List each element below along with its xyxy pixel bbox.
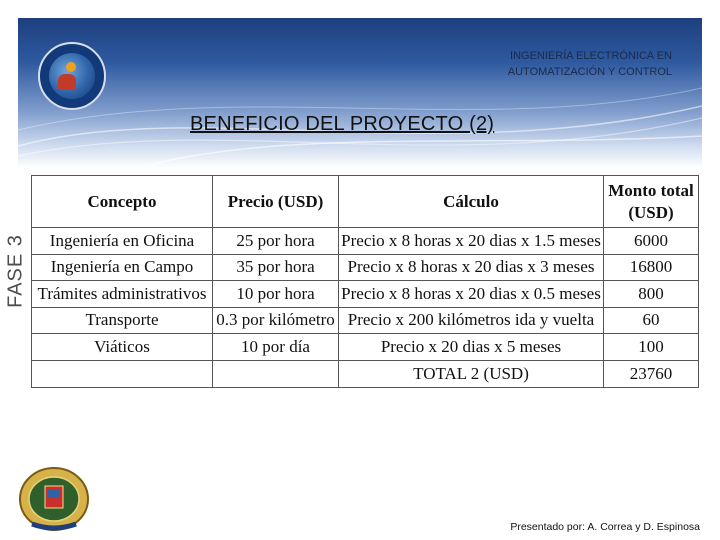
- cell-calculo: Precio x 8 horas x 20 dias x 3 meses: [339, 254, 604, 281]
- header-precio: Precio (USD): [213, 176, 339, 228]
- total-value: 23760: [604, 360, 699, 387]
- header-swoosh: [18, 18, 702, 168]
- cell-precio: 35 por hora: [213, 254, 339, 281]
- cell-empty: [213, 360, 339, 387]
- cell-concepto: Ingeniería en Campo: [32, 254, 213, 281]
- total-label: TOTAL 2 (USD): [339, 360, 604, 387]
- program-line-1: INGENIERÍA ELECTRÓNICA EN: [510, 50, 672, 62]
- presenter-credit: Presentado por: A. Correa y D. Espinosa: [510, 521, 700, 533]
- cell-calculo: Precio x 8 horas x 20 dias x 0.5 meses: [339, 281, 604, 308]
- table-row: [32, 307, 699, 334]
- table-row: [32, 281, 699, 308]
- cell-monto: 800: [604, 281, 699, 308]
- cell-monto: 100: [604, 334, 699, 361]
- cell-calculo: Precio x 20 dias x 5 meses: [339, 334, 604, 361]
- table-row: [32, 254, 699, 281]
- cell-concepto: Transporte: [32, 307, 213, 334]
- phase-label-text: FASE 3: [4, 234, 27, 308]
- header-banner: [18, 18, 702, 168]
- cell-calculo: Precio x 200 kilómetros ida y vuelta: [339, 307, 604, 334]
- cell-monto: 6000: [604, 228, 699, 255]
- table-row: [32, 228, 699, 255]
- cell-precio: 10 por hora: [213, 281, 339, 308]
- table-total-row: [32, 360, 699, 387]
- cell-precio: 10 por día: [213, 334, 339, 361]
- table-row: [32, 334, 699, 361]
- header-monto: Monto total (USD): [604, 176, 699, 228]
- cell-concepto: Viáticos: [32, 334, 213, 361]
- university-seal: [18, 466, 90, 532]
- program-name: [508, 48, 672, 80]
- cell-precio: 0.3 por kilómetro: [213, 307, 339, 334]
- cell-monto: 16800: [604, 254, 699, 281]
- table-header-row: [32, 176, 699, 228]
- phase-label: [2, 231, 30, 311]
- slide-title: BENEFICIO DEL PROYECTO (2): [190, 113, 495, 135]
- department-logo: [38, 42, 106, 110]
- cell-precio: 25 por hora: [213, 228, 339, 255]
- cell-monto: 60: [604, 307, 699, 334]
- cell-calculo: Precio x 8 horas x 20 dias x 1.5 meses: [339, 228, 604, 255]
- cell-concepto: Ingeniería en Oficina: [32, 228, 213, 255]
- header-calculo: Cálculo: [339, 176, 604, 228]
- header-concepto: Concepto: [32, 176, 213, 228]
- cell-concepto: Trámites administrativos: [32, 281, 213, 308]
- cost-table: [31, 175, 699, 388]
- cell-empty: [32, 360, 213, 387]
- program-line-2: AUTOMATIZACIÓN Y CONTROL: [507, 66, 672, 78]
